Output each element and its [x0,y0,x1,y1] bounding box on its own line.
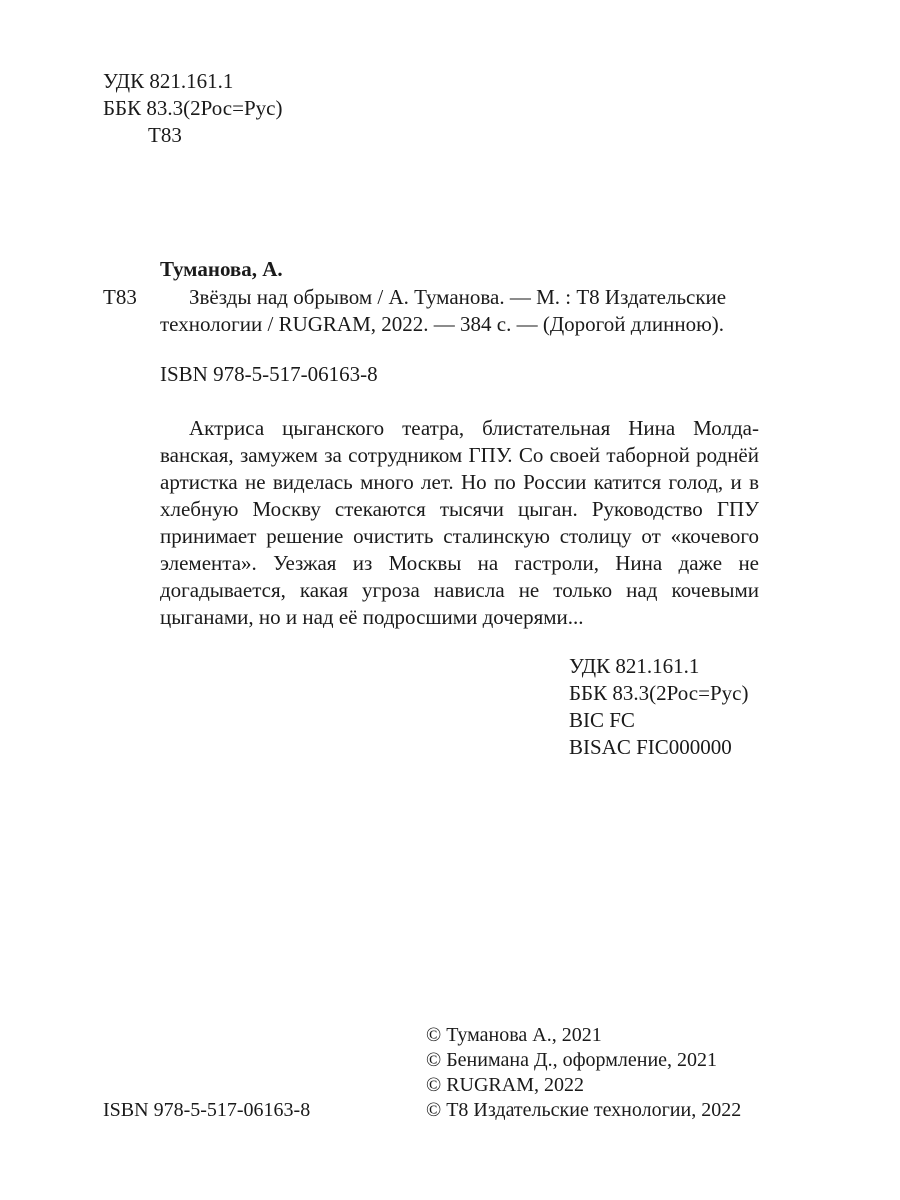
copyright-line: © Туманова А., 2021 [426,1024,602,1046]
udk-code-right: УДК 821.161.1 [569,654,700,678]
copyright-line: © Бенимана Д., оформление, 2021 [426,1049,718,1071]
copyright-line: © Т8 Издательские технологии, 2022 [426,1099,742,1121]
bisac-code: BISAC FIC000000 [569,735,732,759]
bic-code: BIC FC [569,708,635,732]
copyright-block [426,1022,741,1122]
title-description-line-1: Звёзды над обрывом / А. Туманова. — М. : Т8 Издательские [189,285,727,309]
copyright-line: © RUGRAM, 2022 [426,1074,584,1096]
title-description-line-2: технологии / RUGRAM, 2022. — 384 с. — (Дорогой длинною). [160,312,725,336]
isbn-main: ISBN 978-5-517-06163-8 [160,362,378,386]
annotation-paragraph: Актриса цыганского театра, блистательная Нина Молдаванская, замужем за сотрудником ГПУ. Со своей таборной роднёй артистка не виделась много лет. Но по России катится голод, и в хлебную Москву стекаются тысячи цыган. Руководство ГПУ принимает решение очистить сталинскую столицу от «кочевого элемента». Уезжая из Москвы на гастроли, Нина даже не догадывается, какая угроза нависла не только над кочевыми цыганами, но и над её подросшими дочерями... [160,416,759,629]
classification-top [103,68,282,149]
isbn-bottom: ISBN 978-5-517-06163-8 [103,1099,311,1121]
author-mark: Т83 [103,285,137,309]
author-mark-top: Т83 [148,123,182,147]
classification-right [569,653,748,761]
udk-code: УДК 821.161.1 [103,69,234,93]
author-name: Туманова, А. [160,257,283,281]
bbk-code: ББК 83.3(2Рос=Рус) [103,96,283,120]
bbk-code-right: ББК 83.3(2Рос=Рус) [569,681,749,705]
